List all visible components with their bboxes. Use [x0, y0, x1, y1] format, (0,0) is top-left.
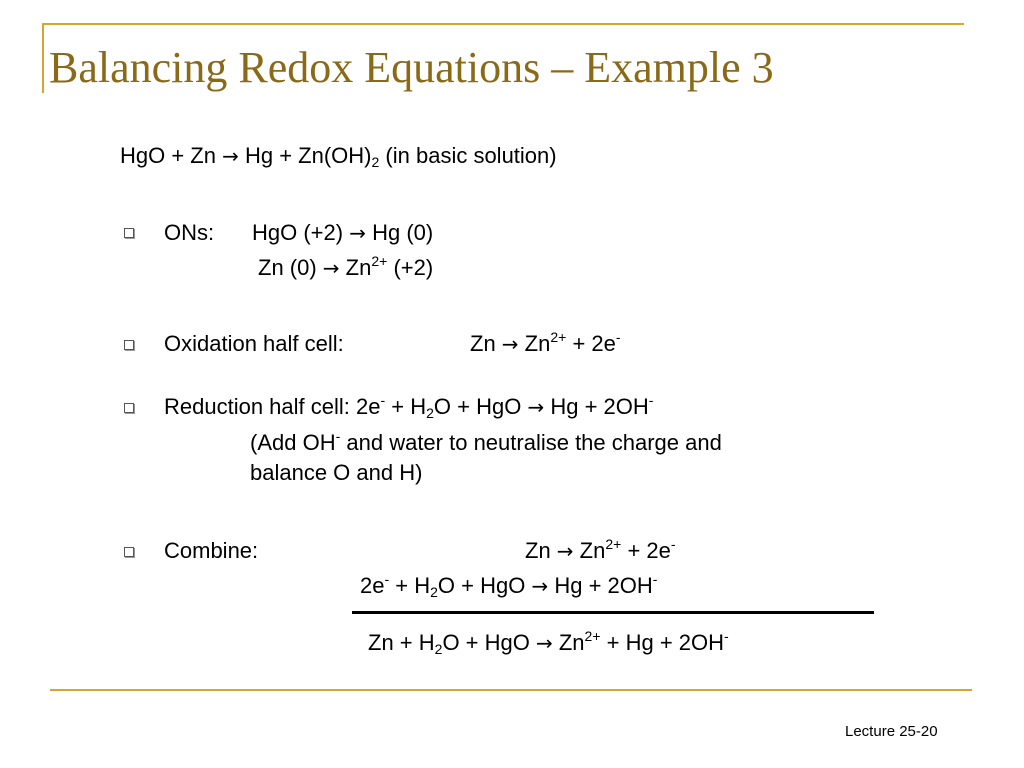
arrow-icon: →: [531, 574, 549, 598]
top-border: [42, 23, 964, 25]
bottom-border: [50, 689, 972, 691]
combine-label: Combine:: [164, 538, 259, 563]
ons-line-2: Zn $(0) \to Zn^{2+}$ (+2): [258, 253, 434, 280]
arrow-icon: →: [322, 256, 340, 280]
slide-title: Balancing Redox Equations – Example 3: [49, 43, 774, 92]
left-border: [42, 23, 44, 93]
ons-label: ONs:: [164, 220, 215, 245]
ons-line-1: HgO (+2) → Hg (0): [252, 220, 434, 245]
arrow-icon: →: [556, 539, 574, 563]
reduction-note-2: balance O and H): [250, 460, 423, 485]
combine-line-1: $Zn \to Zn^{2+} + 2e^-$: [525, 536, 676, 563]
bullet-icon: [124, 403, 134, 413]
bullet-icon: [124, 547, 134, 557]
reduction-note-1: (Add OH- and water to neutralise the charge and: [250, 428, 722, 455]
bullet-icon: [124, 228, 134, 238]
arrow-icon: →: [349, 221, 366, 245]
oxidation-label: Oxidation half cell:: [164, 331, 344, 356]
bullet-icon: [124, 340, 134, 350]
arrow-icon: →: [501, 332, 519, 356]
reduction-equation: Reduction half cell: $2e^- + H_2O$ + HgO → Hg + 2OH-: [164, 392, 654, 421]
combine-line-2: $2e^- + H_2O$ + HgO → Hg + 2OH-: [360, 571, 658, 600]
arrow-icon: →: [527, 395, 545, 419]
oxidation-equation: $Zn \to Zn^{2+} + 2e^-$: [470, 329, 621, 356]
main-equation: HgO + $Zn \to Hg + Zn(OH)_2$ (in basic solution): [120, 143, 557, 170]
arrow-icon: →: [222, 144, 239, 168]
slide-footer: Lecture 25-20: [845, 723, 938, 740]
sum-divider: [352, 611, 874, 614]
arrow-icon: →: [535, 631, 553, 655]
combined-equation: $Zn + H_2O$ + HgO → $Zn^{2+} + Hg + 2OH^-$: [368, 628, 729, 657]
